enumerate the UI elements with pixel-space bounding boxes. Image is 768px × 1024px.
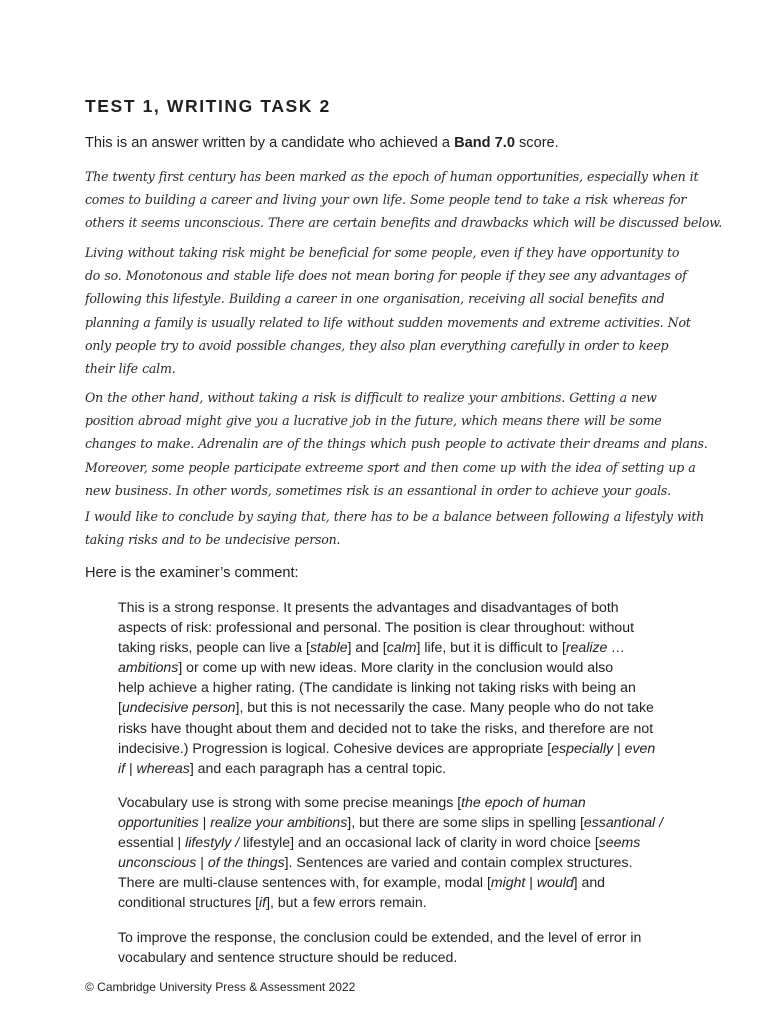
answer-paragraph-4 (85, 505, 705, 551)
comment-line (118, 657, 688, 677)
answer-line: planning a family is usually related to life without sudden movements and extreme activities. Not (85, 314, 691, 330)
comment-text: ], but there are some slips in spelling [ (347, 814, 584, 831)
comment-line (118, 832, 688, 852)
separator: | (613, 739, 625, 756)
comment-text: lifestyle] and an occasional lack of clarity in word choice [ (239, 834, 599, 851)
comment-line (118, 812, 688, 832)
comment-paragraph-1 (118, 597, 688, 778)
intro-text (85, 135, 559, 151)
answer-line: only people try to avoid possible changes, they also plan everything carefully in order to keep (85, 337, 669, 353)
comment-line (118, 852, 688, 872)
examiner-intro: Here is the examiner’s comment: (85, 565, 299, 581)
page-title: TEST 1, WRITING TASK 2 (85, 96, 331, 116)
answer-line: taking risks and to be undecisive person. (85, 532, 341, 548)
quote-lifestyly: lifestyly / (185, 834, 240, 851)
comment-text: taking risks, people can live a [ (118, 639, 310, 656)
comment-text: essential | (118, 834, 186, 851)
answer-line: I would like to conclude by saying that, there has to be a balance between following a lifestyly with (85, 509, 705, 524)
quote-stable: stable (309, 639, 348, 656)
answer-paragraph-3 (85, 386, 708, 502)
comment-text: [ (118, 699, 122, 716)
answer-line: do so. Monotonous and stable life does not mean boring for people if they see any advantages of (85, 268, 687, 284)
comment-line (118, 637, 688, 657)
answer-line: Living without taking risk might be beneficial for some people, even if they have opportunity to (85, 245, 680, 260)
comment-line: aspects of risk: professional and personal. The position is clear throughout: without (118, 619, 635, 636)
comment-paragraph-3 (118, 927, 688, 967)
comment-line (118, 872, 688, 892)
band-score: Band 7.0 (454, 135, 515, 151)
quote-realize: realize … (565, 639, 626, 656)
comment-line: To improve the response, the conclusion could be extended, and the level of error in (118, 929, 642, 945)
comment-text: indecisive.) Progression is logical. Cohesive devices are appropriate [ (118, 739, 552, 756)
quote-might: might (490, 874, 526, 891)
quote-essantional: essantional / (583, 814, 664, 831)
answer-line: new business. In other words, sometimes risk is an essantional in order to achieve your goals. (85, 482, 671, 498)
comment-line (118, 792, 688, 812)
quote-especially: especially (551, 739, 614, 756)
comment-text: conditional structures [ (118, 894, 260, 911)
separator: | (198, 814, 211, 831)
quote-unconscious: unconscious (118, 854, 197, 871)
answer-line: On the other hand, without taking a risk is difficult to realize your ambitions. Getting a new (85, 390, 657, 405)
answer-line: The twenty first century has been marked as the epoch of human opportunities, especially when it (85, 169, 699, 184)
comment-line (118, 758, 688, 778)
comment-text: ]. Sentences are varied and contain complex structures. (284, 854, 633, 871)
comment-text: ], but a few errors remain. (266, 894, 427, 911)
answer-line: following this lifestyle. Building a career in one organisation, receiving all social benefits and (85, 291, 665, 307)
comment-line (118, 697, 688, 717)
quote-realize-ambitions: realize your ambitions (210, 814, 348, 831)
answer-line: others it seems unconscious. There are certain benefits and drawbacks which will be discussed below. (85, 215, 723, 231)
answer-line: position abroad might give you a lucrative job in the future, which means there will be some (85, 413, 662, 429)
quote-would: would (536, 874, 574, 891)
comment-line: help achieve a higher rating. (The candidate is linking not taking risks with being an (118, 679, 636, 696)
quote-of-the-things: of the things (207, 854, 285, 871)
answer-line: changes to make. Adrenalin are of the things which push people to activate their dreams and plans. (85, 436, 708, 452)
copyright-footer: © Cambridge University Press & Assessment 2022 (85, 980, 356, 994)
quote-even: even (624, 739, 656, 756)
comment-text: ] and each paragraph has a central topic. (189, 759, 447, 776)
comment-text: ] and (573, 874, 606, 891)
quote-if: if (118, 759, 126, 776)
separator: | (525, 874, 537, 891)
answer-line: comes to building a career and living your own life. Some people tend to take a risk whereas for (85, 192, 687, 208)
quote-opportunities: opportunities (118, 814, 199, 831)
intro-after: score. (514, 135, 559, 151)
comment-text: ] life, but it is difficult to [ (416, 639, 566, 656)
comment-paragraph-2 (118, 792, 688, 913)
answer-paragraph-1 (85, 165, 723, 235)
answer-paragraph-2 (85, 241, 690, 380)
answer-line: their life calm. (85, 361, 176, 377)
separator: | (196, 854, 208, 871)
comment-text: Vocabulary use is strong with some precise meanings [ (118, 794, 462, 810)
comment-line (118, 738, 688, 758)
comment-text: There are multi-clause sentences with, for example, modal [ (118, 874, 491, 891)
answer-line: Moreover, some people participate extreeme sport and then come up with the idea of setting up a (85, 459, 696, 475)
quote-undecisive-person: undecisive person (121, 699, 236, 716)
quote-whereas: whereas (136, 759, 190, 776)
separator: | (125, 759, 137, 776)
comment-line: This is a strong response. It presents the advantages and disadvantages of both (118, 599, 619, 615)
quote-epoch: the epoch of human (461, 794, 586, 810)
quote-calm: calm (386, 639, 417, 656)
comment-line: risks have thought about them and decided not to take the risks, and therefore are not (118, 719, 654, 736)
comment-line (118, 892, 688, 912)
comment-line: vocabulary and sentence structure should be reduced. (118, 949, 458, 966)
quote-seems: seems (598, 834, 641, 851)
quote-ambitions: ambitions (118, 659, 179, 676)
comment-text: ], but this is not necessarily the case. Many people who do not take (235, 699, 654, 716)
comment-text: ] and [ (347, 639, 387, 656)
comment-text: ] or come up with new ideas. More clarity in the conclusion would also (178, 659, 614, 676)
quote-if-conditional: if (259, 894, 267, 911)
intro-before: This is an answer written by a candidate who achieved a (85, 135, 455, 151)
